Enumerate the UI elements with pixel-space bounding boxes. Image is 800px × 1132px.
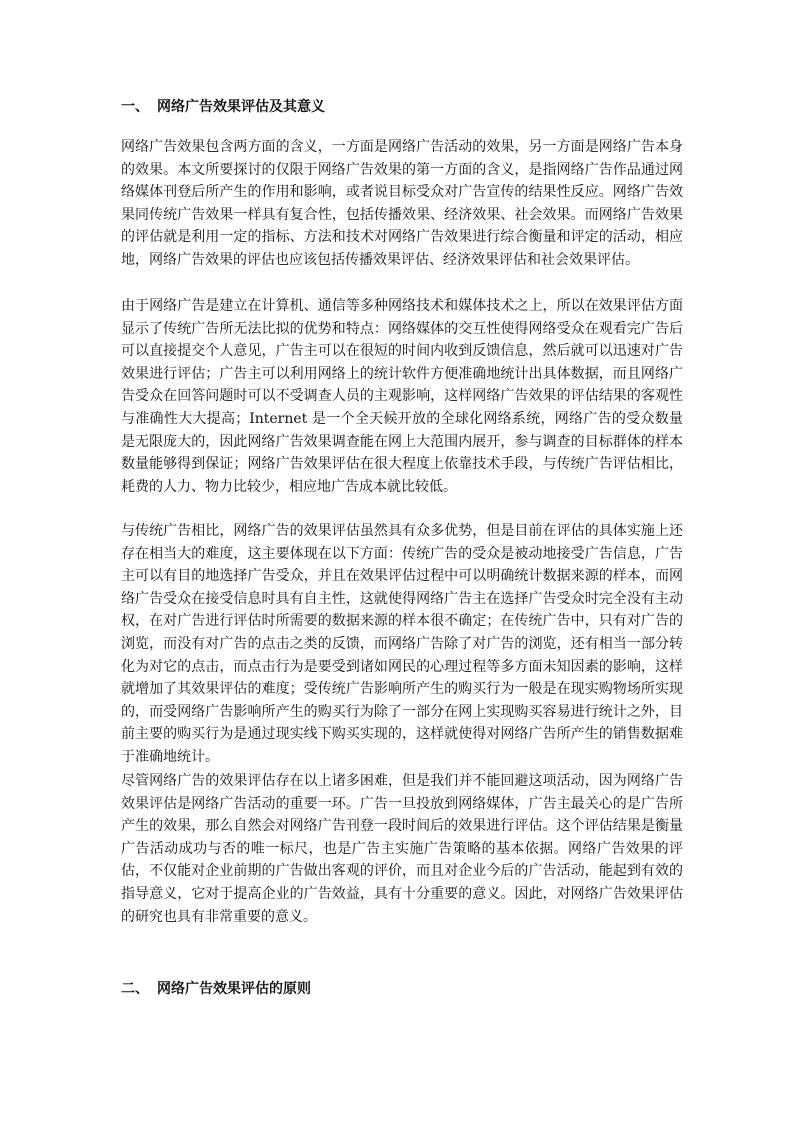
- section-1-title: 网络广告效果评估及其意义: [157, 99, 325, 115]
- section-2-heading: [121, 978, 311, 1000]
- section-1-number: 一、: [121, 99, 149, 115]
- section-1-paragraph-3: 与传统广告相比，网络广告的效果评估虽然具有众多优势，但是目前在评估的具体实施上还存在相当大的难度，这主要体现在以下方面：传统广告的受众是被动地接受广告信息，广告主可以有目的地选择广告受众，并且在效果评估过程中可以明确统计数据来源的样本，而网络广告受众在接受信息时具有自主性，这就使得网络广告主在选择广告受众时完全没有主动权，在对广告进行评估时所需要的数据来源的样本很不确定；在传统广告中，只有对广告的浏览，而没有对广告的点击之类的反馈，而网络广告除了对广告的浏览，还有相当一部分转化为对它的点击，而点击行为是要受到诸如网民的心理过程等多方面未知因素的影响，这样就增加了其效果评估的难度；受传统广告影响所产生的购买行为一般是在现实购物场所实现的，而受网络广告影响所产生的购买行为除了一部分在网上实现购买容易进行统计之外，目前主要的购买行为是通过现实线下购买实现的，这样就使得对网络广告所产生的销售数据难于准确地统计。: [121, 523, 683, 765]
- section-1-paragraph-2: 由于网络广告是建立在计算机、通信等多种网络技术和媒体技术之上，所以在效果评估方面显示了传统广告所无法比拟的优势和特点：网络媒体的交互性使得网络受众在观看完广告后可以直接提交个人意见，广告主可以在很短的时间内收到反馈信息，然后就可以迅速对广告效果进行评估；广告主可以利用网络上的统计软件方便准确地统计出具体数据，而且网络广告受众在回答问题时可以不受调查人员的主观影响，这样网络广告效果的评估结果的客观性与准确性大大提高；Internet 是一个全天候开放的全球化网络系统，网络广告的受众数量是无限庞大的，因此网络广告效果调查能在网上大范围内展开，参与调查的目标群体的样本数量能够得到保证；网络广告效果评估在很大程度上依靠技术手段，与传统广告评估相比，耗费的人力、物力比较少，相应地广告成本就比较低。: [121, 298, 683, 495]
- section-1-paragraph-4: 尽管网络广告的效果评估存在以上诸多困难，但是我们并不能回避这项活动，因为网络广告效果评估是网络广告活动的重要一环。广告一旦投放到网络媒体，广告主最关心的是广告所产生的效果，那么自然会对网络广告刊登一段时间后的效果进行评估。这个评估结果是衡量广告活动成功与否的唯一标尺，也是广告主实施广告策略的基本依据。网络广告效果的评估，不仅能对企业前期的广告做出客观的评价，而且对企业今后的广告活动，能起到有效的指导意义，它对于提高企业的广告效益，具有十分重要的意义。因此，对网络广告效果评估的研究也具有非常重要的意义。: [121, 773, 683, 925]
- section-2-title: 网络广告效果评估的原则: [157, 981, 311, 997]
- section-2-number: 二、: [121, 981, 149, 997]
- section-1-paragraph-1: 网络广告效果包含两方面的含义，一方面是网络广告活动的效果，另一方面是网络广告本身的效果。本文所要探讨的仅限于网络广告效果的第一方面的含义，是指网络广告作品通过网络媒体刊登后所产生的作用和影响，或者说目标受众对广告宣传的结果性反应。网络广告效果同传统广告效果一样具有复合性，包括传播效果、经济效果、社会效果。而网络广告效果的评估就是利用一定的指标、方法和技术对网络广告效果进行综合衡量和评定的活动，相应地，网络广告效果的评估也应该包括传播效果评估、经济效果评估和社会效果评估。: [121, 139, 683, 268]
- section-1-heading: [121, 96, 325, 118]
